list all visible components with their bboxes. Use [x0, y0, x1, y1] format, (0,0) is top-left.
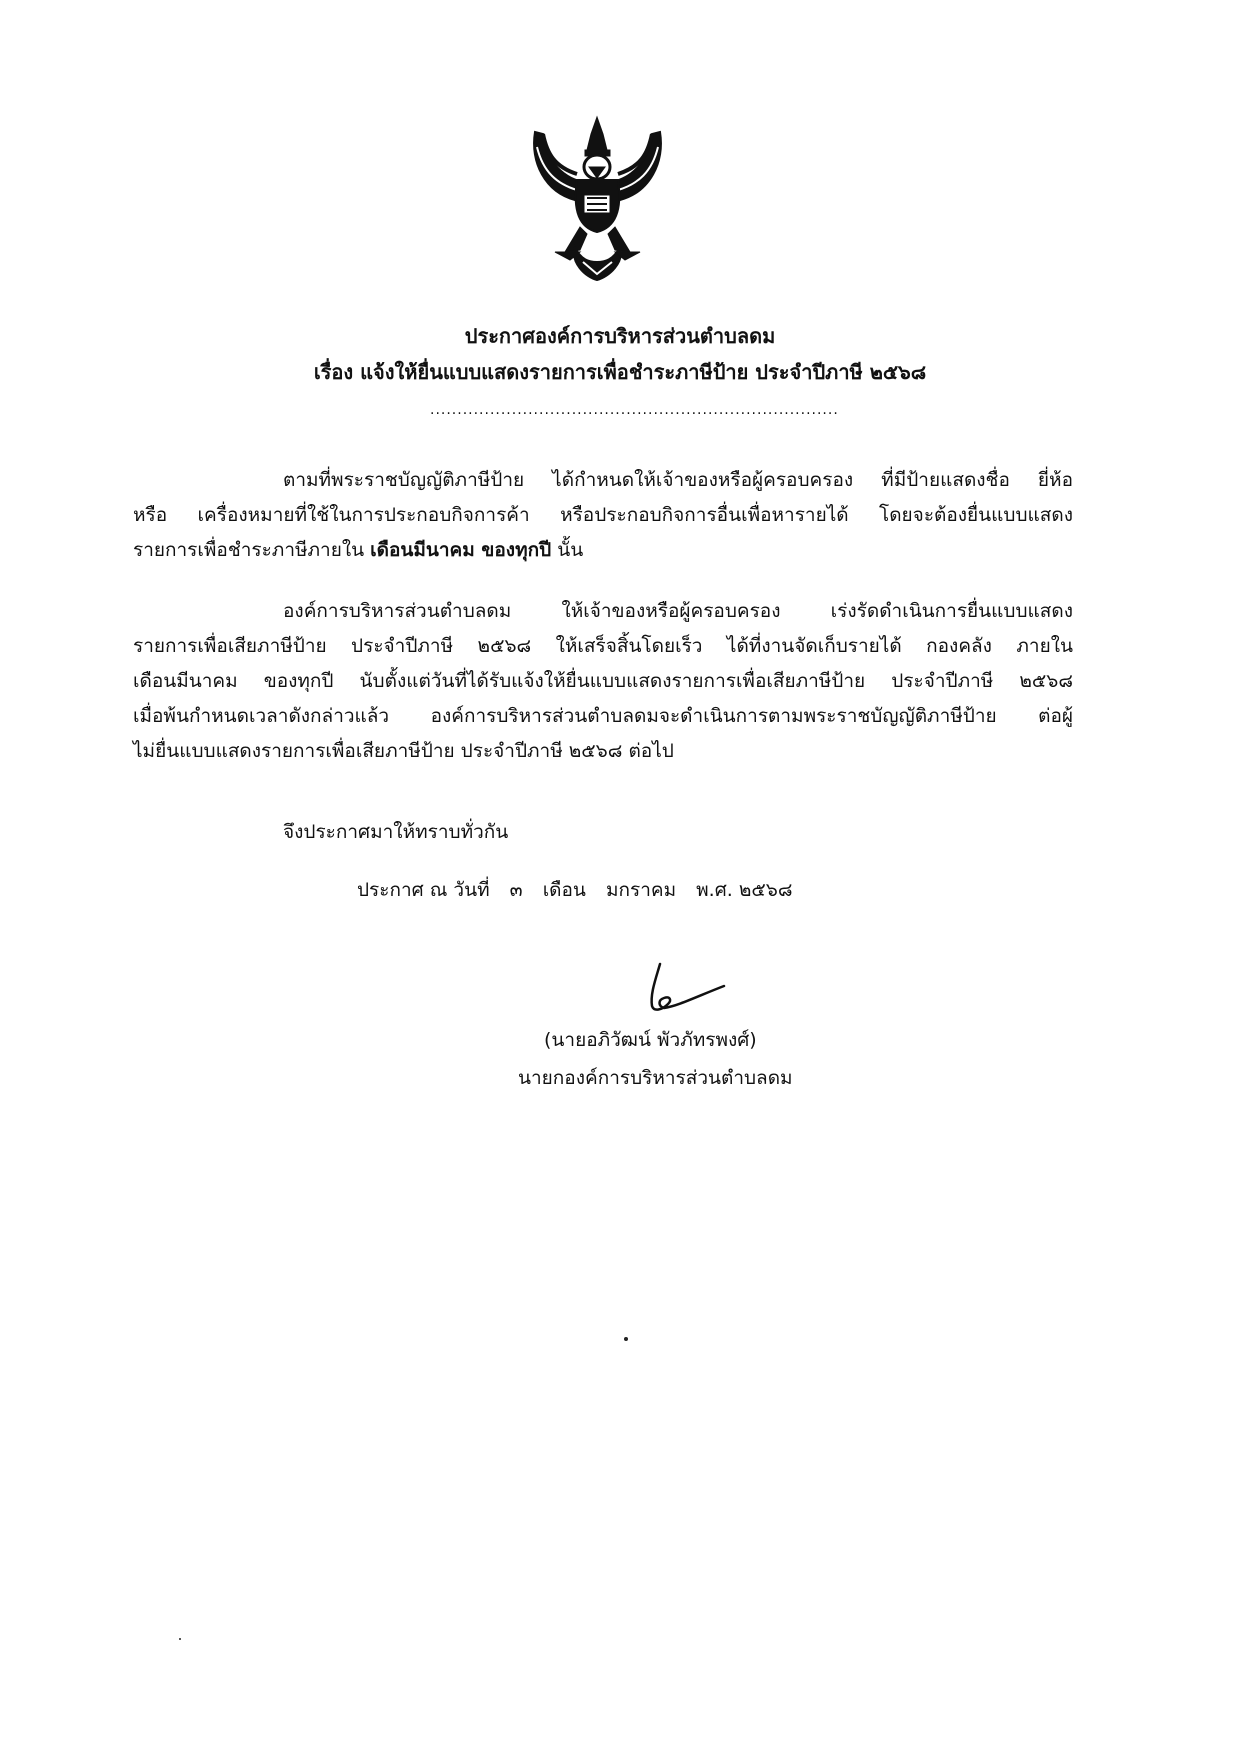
paragraph-1 [133, 463, 1073, 568]
paragraph-1-line-3-start: รายการเพื่อชำระภาษีภายใน [133, 539, 371, 561]
paragraph-2 [133, 594, 1073, 769]
garuda-emblem-icon [525, 112, 670, 282]
dateline-prefix: ประกาศ ณ วันที่ [357, 879, 490, 901]
paragraph-1-line-2: หรือ เครื่องหมายที่ใช้ในการประกอบกิจการค้า หรือประกอบกิจการอื่นเพื่อหารายได้ โดยจะต้องยื่นแบบแสดง [133, 504, 1073, 526]
closing-statement: จึงประกาศมาให้ทราบทั่วกัน [283, 821, 509, 843]
announcement-subject: เรื่อง แจ้งให้ยื่นแบบแสดงรายการเพื่อชำระภาษีป้าย ประจำปีภาษี ๒๕๖๘ [313, 360, 927, 384]
dateline-month-label: เดือน [542, 879, 586, 901]
dateline-day: ๓ [509, 879, 523, 901]
dateline-month: มกราคม [605, 879, 677, 901]
paragraph-1-line-3-bold: เดือนมีนาคม ของทุกปี [370, 539, 552, 561]
paragraph-1-line-3-end: นั้น [551, 539, 584, 561]
paragraph-2-line-1: องค์การบริหารส่วนตำบลดม ให้เจ้าของหรือผู้ครอบครอง เร่งรัดดำเนินการยื่นแบบแสดง [283, 600, 1073, 622]
paragraph-1-line-1: ตามที่พระราชบัญญัติภาษีป้าย ได้กำหนดให้เจ้าของหรือผู้ครอบครอง ที่มีป้ายแสดงชื่อ ยี่ห้อ [283, 469, 1073, 491]
paragraph-2-line-2: รายการเพื่อเสียภาษีป้าย ประจำปีภาษี ๒๕๖๘ ให้เสร็จสิ้นโดยเร็ว ได้ที่งานจัดเก็บรายได้ กองคลัง ภายใน [133, 635, 1073, 657]
paragraph-1-line-3 [133, 533, 1073, 568]
paragraph-2-line-5: ไม่ยื่นแบบแสดงรายการเพื่อเสียภาษีป้าย ประจำปีภาษี ๒๕๖๘ ต่อไป [133, 740, 674, 762]
announcement-dateline [357, 875, 806, 905]
scan-speck [624, 1337, 628, 1341]
handwritten-signature-icon [628, 960, 728, 1020]
separator-dots: ........................................................................... [430, 402, 839, 418]
scan-speck [179, 1638, 181, 1640]
dateline-year: พ.ศ. ๒๕๖๘ [696, 879, 793, 901]
announcement-title: ประกาศองค์การบริหารส่วนตำบลดม [464, 324, 776, 348]
signer-name: (นายอภิวัฒน์ พัวภัทรพงศ์) [544, 1029, 757, 1051]
paragraph-2-line-3: เดือนมีนาคม ของทุกปี นับตั้งแต่วันที่ได้รับแจ้งให้ยื่นแบบแสดงรายการเพื่อเสียภาษีป้าย ประจำปีภาษี ๒๕๖๘ [133, 670, 1073, 692]
paragraph-2-line-4: เมื่อพ้นกำหนดเวลาดังกล่าวแล้ว องค์การบริหารส่วนตำบลดมจะดำเนินการตามพระราชบัญญัติภาษีป้าย ต่อผู้ [133, 705, 1073, 727]
signer-position: นายกองค์การบริหารส่วนตำบลดม [518, 1067, 793, 1089]
